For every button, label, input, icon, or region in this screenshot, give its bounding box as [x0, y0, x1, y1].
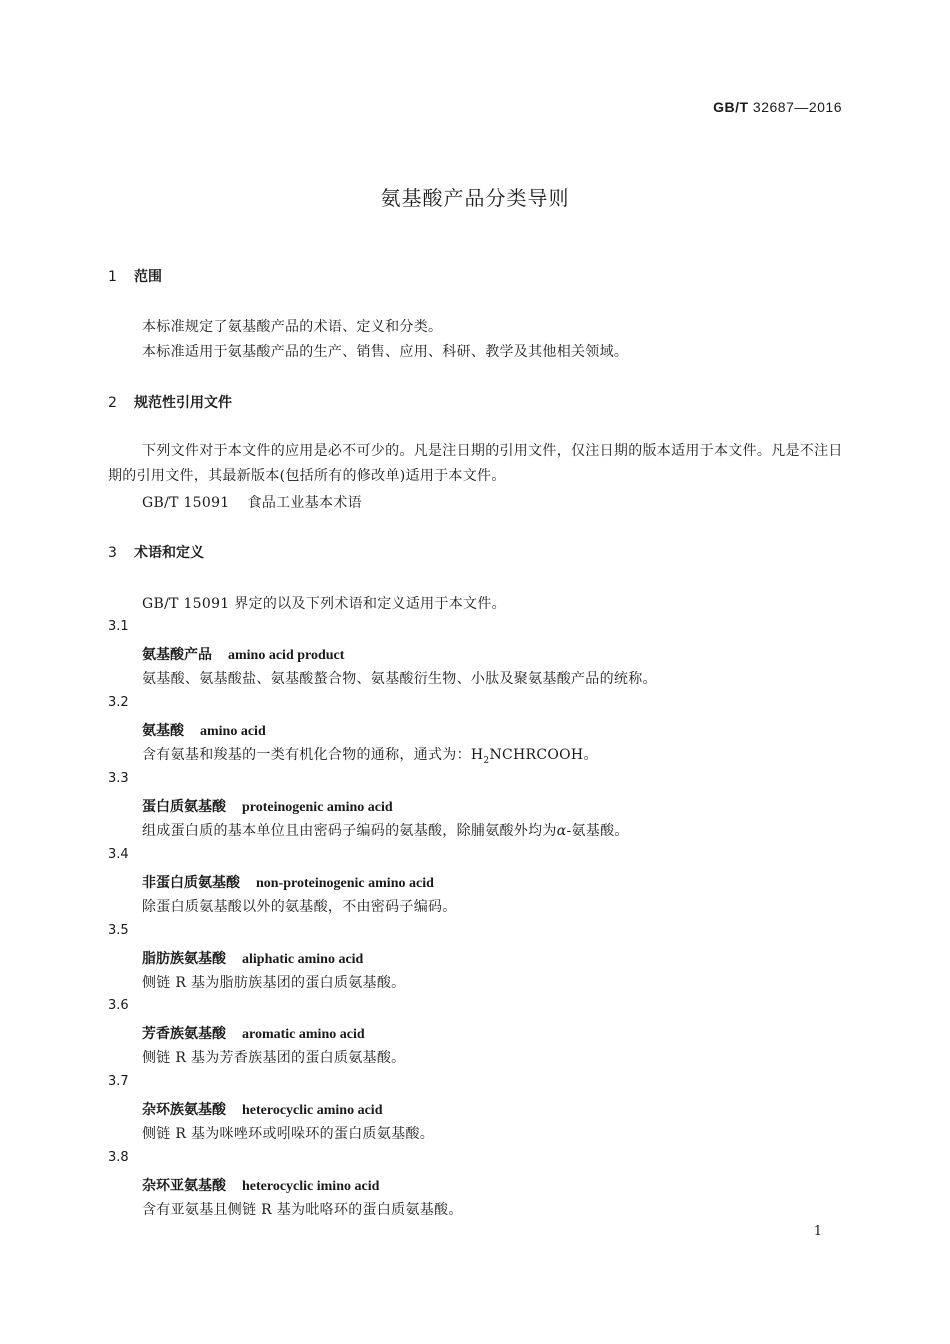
definition-text: -氨基酸。	[566, 823, 629, 839]
term-english: aromatic amino acid	[242, 1027, 365, 1042]
definition-text: NCHRCOOH。	[489, 747, 598, 763]
term-heading	[142, 872, 434, 892]
greek-alpha: α	[556, 823, 567, 839]
term-chinese: 杂环亚氨基酸	[142, 1178, 226, 1194]
term-english: non-proteinogenic amino acid	[256, 876, 434, 891]
formula-subscript: 2	[483, 755, 490, 766]
terms-intro: GB/T 15091 界定的以及下列术语和定义适用于本文件。	[142, 596, 506, 612]
term-number: 3.6	[108, 998, 129, 1013]
term-definition: 氨基酸、氨基酸盐、氨基酸螯合物、氨基酸衍生物、小肽及聚氨基酸产品的统称。	[142, 671, 657, 687]
term-definition: 侧链 R 基为芳香族基团的蛋白质氨基酸。	[142, 1050, 406, 1066]
standard-code-number: 32687—2016	[752, 99, 842, 115]
term-chinese: 氨基酸	[142, 723, 184, 739]
page-number: 1	[813, 1224, 822, 1239]
term-number: 3.5	[108, 923, 129, 938]
term-number: 3.3	[108, 771, 129, 786]
term-english: aliphatic amino acid	[242, 952, 364, 967]
term-number: 3.4	[108, 847, 129, 862]
term-english: amino acid	[200, 724, 266, 739]
term-chinese: 杂环族氨基酸	[142, 1102, 226, 1118]
section-title: 范围	[134, 269, 162, 285]
term-english: proteinogenic amino acid	[242, 800, 393, 815]
section-number: 1	[108, 269, 117, 285]
section-title: 术语和定义	[134, 545, 204, 561]
standard-code	[713, 99, 842, 115]
term-heading	[142, 948, 363, 968]
term-definition: 侧链 R 基为咪唑环或吲哚环的蛋白质氨基酸。	[142, 1126, 435, 1142]
term-english: heterocyclic imino acid	[242, 1179, 380, 1194]
reference-title: 食品工业基本术语	[247, 495, 362, 511]
term-chinese: 脂肪族氨基酸	[142, 951, 226, 967]
scope-line-1: 本标准规定了氨基酸产品的术语、定义和分类。	[142, 319, 443, 335]
standard-code-prefix: GB/T	[713, 99, 749, 115]
term-heading	[142, 1099, 383, 1119]
section-heading-terms	[108, 542, 204, 562]
section-heading-scope	[108, 266, 162, 286]
term-number: 3.2	[108, 695, 129, 710]
term-chinese: 非蛋白质氨基酸	[142, 875, 240, 891]
term-chinese: 蛋白质氨基酸	[142, 799, 226, 815]
reference-code: GB/T 15091	[142, 495, 230, 511]
section-number: 2	[108, 395, 117, 411]
term-definition	[142, 820, 629, 840]
section-title: 规范性引用文件	[134, 395, 232, 411]
term-number: 3.1	[108, 619, 129, 634]
term-definition: 侧链 R 基为脂肪族基团的蛋白质氨基酸。	[142, 975, 406, 991]
document-title: 氨基酸产品分类导则	[380, 186, 570, 210]
term-heading	[142, 644, 344, 664]
definition-text: 组成蛋白质的基本单位且由密码子编码的氨基酸，除脯氨酸外均为	[142, 823, 557, 839]
term-heading	[142, 1023, 365, 1043]
references-paragraph: 下列文件对于本文件的应用是必不可少的。凡是注日期的引用文件，仅注日期的版本适用于本文件。凡是不注日期的引用文件，其最新版本(包括所有的修改单)适用于本文件。	[108, 443, 843, 484]
term-number: 3.7	[108, 1074, 129, 1089]
section-heading-references	[108, 392, 232, 412]
term-heading	[142, 720, 266, 740]
term-definition: 除蛋白质氨基酸以外的氨基酸，不由密码子编码。	[142, 899, 457, 915]
term-heading	[142, 796, 393, 816]
term-heading	[142, 1175, 379, 1195]
scope-line-2: 本标准适用于氨基酸产品的生产、销售、应用、科研、教学及其他相关领域。	[142, 344, 629, 360]
term-chinese: 芳香族氨基酸	[142, 1026, 226, 1042]
term-chinese: 氨基酸产品	[142, 647, 212, 663]
reference-entry	[142, 492, 362, 512]
term-english: amino acid product	[228, 648, 345, 663]
term-english: heterocyclic amino acid	[242, 1103, 383, 1118]
term-definition	[142, 744, 598, 766]
term-number: 3.8	[108, 1150, 129, 1165]
definition-text: 含有氨基和羧基的一类有机化合物的通称，通式为：H	[142, 747, 484, 763]
term-definition: 含有亚氨基且侧链 R 基为吡咯环的蛋白质氨基酸。	[142, 1202, 463, 1218]
section-number: 3	[108, 545, 117, 561]
